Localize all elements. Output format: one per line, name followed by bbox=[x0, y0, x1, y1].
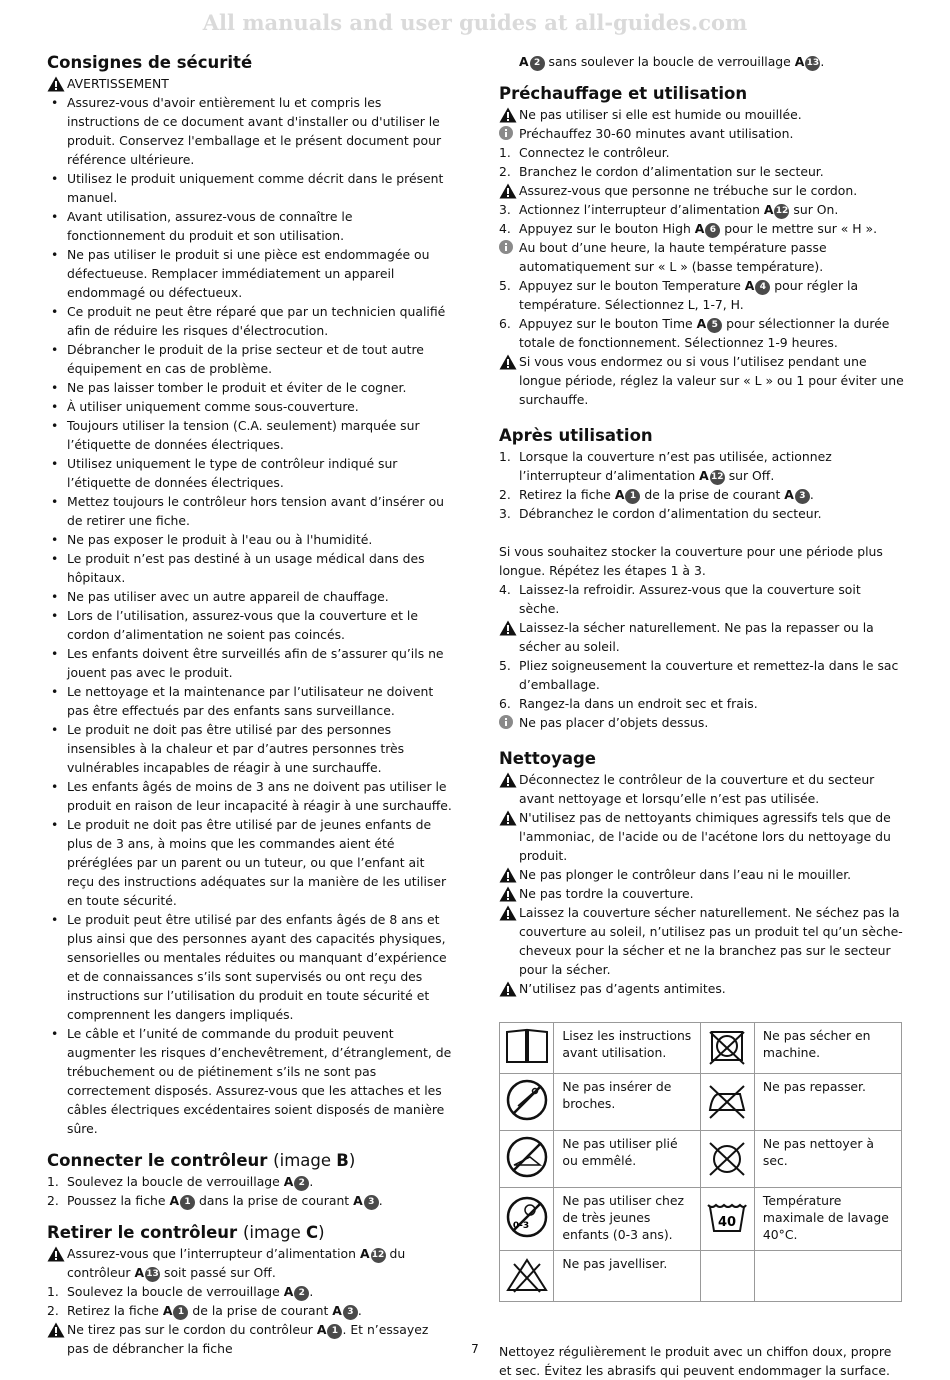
preheat-warning-2: Assurez-vous que personne ne trébuche sur le cordon. bbox=[499, 181, 904, 200]
callout-badge: 13 bbox=[145, 1267, 160, 1282]
preheat-step-5: 5. Appuyez sur le bouton Temperature A 4 pour régler la température. Sélectionnez L, 1-7, H. bbox=[499, 278, 859, 312]
callout-badge: 13 bbox=[805, 56, 820, 71]
warning-label-row bbox=[47, 74, 452, 93]
cleaning-warning: Laissez la couverture sécher naturellement. Ne séchez pas la couverture au soleil, n’utilisez pas un produit tel qu’un sèche-cheveux pour la sécher et ne la branchez pas sur le secteur pour la sécher. bbox=[499, 903, 904, 979]
after-step-3: 3. Débranchez le cordon d’alimentation du secteur. bbox=[499, 506, 822, 521]
safety-bullet: • Le produit peut être utilisé par des enfants âgés de 8 ans et plus ainsi que des personnes ayant des capacités physiques, sensorielles ou mentales réduites ou manquant d’expérience et de connaissances s’ils sont supervisés ou ont reçu des instructions sur l’utilisation du produit en toute sécurité et comprennent les dangers impliqués. bbox=[51, 912, 447, 1022]
safety-bullet: • Le câble et l’unité de commande du produit peuvent augmenter les risques d’enchevêtrement, d’étranglement, de trébuchement ou de piétinement s’ils ne sont pas correctement disposés. Assurez-vous que les attaches et les câbles électriques excédentaires soient disposés de manière sûre. bbox=[51, 1026, 452, 1136]
preheat-step-2: 2. Branchez le cordon d’alimentation sur le secteur. bbox=[499, 164, 824, 179]
connect-step-2: 2. Poussez la fiche A 1 dans la prise de courant A 3 . bbox=[47, 1193, 383, 1208]
age-label: 0-3 bbox=[512, 1221, 529, 1231]
callout-badge: 12 bbox=[774, 204, 789, 219]
remove-warning-1: Assurez-vous que l’interrupteur d’alimentation A 12 du contrôleur A 13 soit passé sur Off. bbox=[47, 1244, 452, 1282]
no-folded-use-icon bbox=[500, 1131, 554, 1188]
care-symbol-text: Ne pas javelliser. bbox=[554, 1251, 700, 1302]
footer-note: Nettoyez régulièrement le produit avec un chiffon doux, propre et sec. Évitez les abrasifs qui peuvent endommager la surface. bbox=[499, 1344, 892, 1378]
preheat-step-1: 1. Connectez le contrôleur. bbox=[499, 145, 670, 160]
care-symbol-row bbox=[500, 1023, 902, 1074]
after-step-5: 5. Pliez soigneusement la couverture et remettez-la dans le sac d’emballage. bbox=[499, 658, 899, 692]
safety-bullet: • À utiliser uniquement comme sous-couverture. bbox=[51, 399, 359, 414]
callout-badge: 3 bbox=[795, 489, 810, 504]
watermark: All manuals and user guides at all-guides.com bbox=[202, 10, 748, 35]
warning-icon bbox=[499, 884, 517, 905]
preheat-info-2: Au bout d’une heure, la haute température passe automatiquement sur « L » (basse température). bbox=[499, 238, 904, 276]
preheat-info-1: Préchauffez 30-60 minutes avant utilisation. bbox=[499, 124, 904, 143]
callout-badge: 2 bbox=[294, 1176, 309, 1191]
care-symbol-row bbox=[500, 1131, 902, 1188]
no-dry-clean-icon bbox=[700, 1131, 754, 1188]
preheat-step-4: 4. Appuyez sur le bouton High A 6 pour le mettre sur « H ». bbox=[499, 221, 878, 236]
safety-bullet: • Le produit n’est pas destiné à un usage médical dans des hôpitaux. bbox=[51, 551, 425, 585]
care-symbol-text: Ne pas insérer de broches. bbox=[554, 1074, 700, 1131]
after-step-4: 4. Laissez-la refroidir. Assurez-vous que la couverture soit sèche. bbox=[499, 582, 861, 616]
after-step-1: 1. Lorsque la couverture n’est pas utilisée, actionnez l’interrupteur d’alimentation A 12 sur Off. bbox=[499, 449, 832, 483]
no-bleach-icon bbox=[500, 1251, 554, 1302]
warning-icon bbox=[47, 1320, 65, 1341]
callout-badge: 5 bbox=[707, 318, 722, 333]
remove-warning-2-continued: A 2 sans soulever la boucle de verrouillage A 13. bbox=[519, 54, 825, 69]
no-young-children-icon bbox=[500, 1188, 554, 1251]
callout-badge: 1 bbox=[327, 1324, 342, 1339]
warning-icon bbox=[47, 74, 65, 95]
preheat-warning-1: Ne pas utiliser si elle est humide ou mouillée. bbox=[499, 105, 904, 124]
no-tumble-dry-icon bbox=[700, 1023, 754, 1074]
warning-icon bbox=[499, 865, 517, 886]
care-symbol-text bbox=[754, 1251, 901, 1302]
cleaning-warning: N’utilisez pas d’agents antimites. bbox=[499, 979, 904, 998]
preheat-step-3: 3. Actionnez l’interrupteur d’alimentation A 12 sur On. bbox=[499, 202, 839, 217]
care-symbol-text: Ne pas utiliser chez de très jeunes enfants (0-3 ans). bbox=[554, 1188, 700, 1251]
care-symbol-text: Ne pas repasser. bbox=[754, 1074, 901, 1131]
callout-badge: 3 bbox=[343, 1305, 358, 1320]
care-symbol-text: Ne pas utiliser plié ou emmêlé. bbox=[554, 1131, 700, 1188]
safety-bullet: • Débrancher le produit de la prise secteur et de tout autre équipement en cas de problème. bbox=[51, 342, 424, 376]
cleaning-warning: N'utilisez pas de nettoyants chimiques agressifs tels que de l'ammoniac, de l'acide ou de l'acétone lors du nettoyage du produit. bbox=[499, 808, 904, 865]
cleaning-warning-list bbox=[499, 770, 904, 998]
safety-bullet: • Ne pas exposer le produit à l'eau ou à l'humidité. bbox=[51, 532, 373, 547]
after-step-6: 6. Rangez-la dans un endroit sec et frais. bbox=[499, 696, 758, 711]
read-instructions-icon bbox=[500, 1023, 554, 1074]
wash-temp-label: 40 bbox=[718, 1215, 737, 1230]
care-symbol-text: Lisez les instructions avant utilisation. bbox=[554, 1023, 700, 1074]
warning-icon bbox=[47, 1244, 65, 1265]
preheat-title: Préchauffage et utilisation bbox=[499, 84, 748, 103]
safety-bullet: • Le produit ne doit pas être utilisé par de jeunes enfants de plus de 3 ans, à moins que les commandes aient été préréglées par un parent ou un tuteur, ou que l’enfant ait reçu des instructions adéquates sur la manière de les utiliser en toute sécurité. bbox=[51, 817, 447, 908]
callout-badge: 6 bbox=[705, 223, 720, 238]
storage-paragraph: Si vous souhaitez stocker la couverture pour une période plus longue. Répétez les étapes 1 à 3. bbox=[499, 544, 883, 578]
safety-bullet: • Le nettoyage et la maintenance par l’utilisateur ne doivent pas être effectués par des enfants sans surveillance. bbox=[51, 684, 434, 718]
cleaning-warning: Ne pas tordre la couverture. bbox=[499, 884, 904, 903]
callout-badge: 1 bbox=[180, 1195, 195, 1210]
care-symbol-text: Ne pas nettoyer à sec. bbox=[754, 1131, 901, 1188]
care-symbol-text: Température maximale de lavage 40°C. bbox=[754, 1188, 901, 1251]
callout-badge: 12 bbox=[710, 470, 725, 485]
info-icon bbox=[499, 238, 517, 257]
safety-bullet: • Avant utilisation, assurez-vous de connaître le fonctionnement du produit et son utilisation. bbox=[51, 209, 353, 243]
care-symbol-row bbox=[500, 1188, 902, 1251]
care-symbol-row bbox=[500, 1251, 902, 1302]
warning-icon bbox=[499, 352, 517, 373]
cleaning-warning: Ne pas plonger le contrôleur dans l’eau ni le mouiller. bbox=[499, 865, 904, 884]
safety-bullet: • Assurez-vous d'avoir entièrement lu et compris les instructions de ce document avant d'installer ou d'utiliser le produit. Conservez l'emballage et le présent document pour référence ultérieure. bbox=[51, 95, 442, 167]
warning-icon bbox=[499, 181, 517, 202]
callout-badge: 2 bbox=[530, 56, 545, 71]
warning-icon bbox=[499, 618, 517, 639]
warning-label: AVERTISSEMENT bbox=[67, 76, 169, 91]
warning-icon bbox=[499, 808, 517, 829]
remove-step-2: 2. Retirez la fiche A 1 de la prise de courant A 3 . bbox=[47, 1303, 362, 1318]
safety-bullet: • Les enfants âgés de moins de 3 ans ne doivent pas utiliser le produit en raison de leur incapacité à réagir à une surchauffe. bbox=[51, 779, 452, 813]
safety-bullet: • Les enfants doivent être surveillés afin de s’assurer qu’ils ne jouent pas avec le produit. bbox=[51, 646, 444, 680]
safety-title: Consignes de sécurité bbox=[47, 53, 253, 72]
callout-badge: 1 bbox=[173, 1305, 188, 1320]
safety-bullet: • Ne pas laisser tomber le produit et éviter de le cogner. bbox=[51, 380, 407, 395]
remove-title: Retirer le contrôleur (image C) bbox=[47, 1223, 325, 1242]
preheat-warning-3: Si vous vous endormez ou si vous l’utilisez pendant une longue période, réglez la valeur sur « L » ou 1 pour éviter une surchauffe. bbox=[499, 352, 904, 409]
warning-icon bbox=[499, 979, 517, 1000]
left-column bbox=[47, 52, 452, 1358]
connect-step-1: 1. Soulevez la boucle de verrouillage A 2 . bbox=[47, 1174, 314, 1189]
callout-badge: 4 bbox=[755, 280, 770, 295]
callout-badge: 2 bbox=[294, 1286, 309, 1301]
safety-bullet-list bbox=[47, 93, 452, 1138]
safety-bullet: • Ne pas utiliser le produit si une pièce est endommagée ou défectueuse. Remplacer immédiatement un appareil endommagé ou défectueux. bbox=[51, 247, 430, 300]
cleaning-warning: Déconnectez le contrôleur de la couverture et du secteur avant nettoyage et lorsqu’elle n’est pas utilisée. bbox=[499, 770, 904, 808]
remove-warning-2: Ne tirez pas sur le cordon du contrôleur A 1 . Et n’essayez pas de débrancher la fiche bbox=[47, 1320, 452, 1358]
care-symbol-row bbox=[500, 1074, 902, 1131]
wash-40-icon bbox=[700, 1188, 754, 1251]
info-icon bbox=[499, 713, 517, 732]
after-step-2: 2. Retirez la fiche A 1 de la prise de courant A 3 . bbox=[499, 487, 814, 502]
no-pins-icon bbox=[500, 1074, 554, 1131]
remove-step-1: 1. Soulevez la boucle de verrouillage A 2 . bbox=[47, 1284, 314, 1299]
connect-title: Connecter le contrôleur (image B) bbox=[47, 1151, 356, 1170]
safety-bullet: • Utilisez uniquement le type de contrôleur indiqué sur l’étiquette de données électriques. bbox=[51, 456, 398, 490]
page-number: 7 bbox=[471, 1342, 479, 1356]
safety-bullet: • Ne pas utiliser avec un autre appareil de chauffage. bbox=[51, 589, 389, 604]
callout-badge: 3 bbox=[364, 1195, 379, 1210]
care-symbols-table bbox=[499, 1022, 902, 1302]
cleaning-title: Nettoyage bbox=[499, 749, 597, 768]
safety-bullet: • Lors de l’utilisation, assurez-vous que la couverture et le cordon d’alimentation ne soient pas coincés. bbox=[51, 608, 418, 642]
warning-icon bbox=[499, 903, 517, 924]
safety-bullet: • Mettez toujours le contrôleur hors tension avant d’insérer ou de retirer une fiche. bbox=[51, 494, 445, 528]
after-warning-1: Laissez-la sécher naturellement. Ne pas la repasser ou la sécher au soleil. bbox=[499, 618, 904, 656]
info-icon bbox=[499, 124, 517, 143]
no-iron-icon bbox=[700, 1074, 754, 1131]
safety-bullet: • Utilisez le produit uniquement comme décrit dans le présent manuel. bbox=[51, 171, 444, 205]
empty-cell bbox=[700, 1251, 754, 1302]
care-symbol-text: Ne pas sécher en machine. bbox=[754, 1023, 901, 1074]
safety-bullet: • Toujours utiliser la tension (C.A. seulement) marquée sur l’étiquette de données électriques. bbox=[51, 418, 420, 452]
warning-icon bbox=[499, 770, 517, 791]
after-use-title: Après utilisation bbox=[499, 426, 653, 445]
right-column bbox=[499, 52, 904, 1380]
safety-bullet: • Ce produit ne peut être réparé que par un technicien qualifié afin de réduire les risques d'électrocution. bbox=[51, 304, 446, 338]
preheat-step-6: 6. Appuyez sur le bouton Time A 5 pour sélectionner la durée totale de fonctionnement. Sélectionnez 1-9 heures. bbox=[499, 316, 890, 350]
warning-icon bbox=[499, 105, 517, 126]
callout-badge: 12 bbox=[371, 1248, 386, 1263]
after-info-1: Ne pas placer d’objets dessus. bbox=[499, 713, 904, 732]
safety-bullet: • Le produit ne doit pas être utilisé par des personnes insensibles à la chaleur et par d’autres personnes très vulnérables incapables de réagir à une surchauffe. bbox=[51, 722, 405, 775]
callout-badge: 1 bbox=[625, 489, 640, 504]
